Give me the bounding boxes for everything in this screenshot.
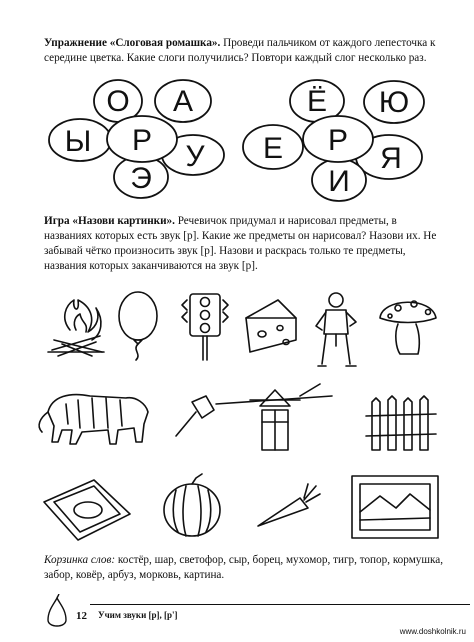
watermelon-picture bbox=[164, 474, 220, 536]
carrot-picture bbox=[258, 484, 320, 526]
tiger-picture bbox=[39, 395, 148, 444]
word-basket-label: Корзинка слов: bbox=[44, 554, 116, 566]
game-instructions bbox=[44, 214, 444, 274]
flower1-petal-letter: У bbox=[185, 140, 205, 173]
flower2-petal-letter: Е bbox=[262, 132, 284, 165]
game-title: Игра «Назови картинки». bbox=[44, 215, 175, 227]
traffic-light-picture bbox=[182, 294, 228, 360]
page-number: 12 bbox=[76, 610, 87, 622]
carpet-picture bbox=[44, 480, 130, 540]
flower2-petal-letter: Ё bbox=[306, 85, 328, 118]
flower1-petal-letter: Э bbox=[130, 162, 152, 195]
exercise-instructions bbox=[44, 36, 444, 66]
fence-picture bbox=[366, 396, 436, 450]
flower2-petal-letter: И bbox=[328, 165, 350, 198]
flower1-center-letter: Р bbox=[131, 124, 153, 157]
flower1-petal-letter: А bbox=[172, 85, 194, 118]
game-text: Речевичок придумал и нарисовал предметы, в названиях которых есть звук [р]. Какие же предметы он нарисовал? Назови их. Не забывай чётко произносить звук [р]. Назови и раскрась только те предметы, названия которых заканчиваются на звук [р]. bbox=[44, 215, 437, 272]
pear-icon bbox=[42, 594, 72, 634]
flower2-petal-letter: Я bbox=[380, 142, 402, 175]
campfire-picture bbox=[48, 300, 104, 356]
cheese-picture bbox=[246, 300, 296, 352]
flower2-petal-letter: Ю bbox=[378, 86, 410, 119]
painting-picture bbox=[352, 476, 438, 538]
wrestler-picture bbox=[316, 293, 356, 366]
syllable-flowers bbox=[0, 78, 474, 208]
watermark: www.doshkolnik.ru bbox=[399, 627, 466, 636]
footer-rule bbox=[90, 604, 470, 605]
flower1-petal-letter: Ы bbox=[64, 125, 92, 158]
axe-picture bbox=[176, 396, 214, 436]
bird-feeder-picture bbox=[216, 384, 332, 450]
footer-title: Учим звуки [р], [р'] bbox=[98, 610, 178, 620]
toadstool-picture bbox=[380, 301, 436, 354]
word-basket bbox=[44, 553, 444, 583]
flower2-center-letter: Р bbox=[327, 124, 349, 157]
balloon-picture bbox=[119, 292, 157, 360]
exercise-text: Проведи пальчиком от каждого лепесточка к середине цветка. Какие слоги получились? Повтори каждый слог несколько раз. bbox=[44, 37, 436, 64]
flower1-petal-letter: О bbox=[106, 85, 130, 118]
word-basket-text: костёр, шар, светофор, сыр, борец, мухомор, тигр, топор, кормушка, забор, ковёр, арбуз, морковь, картина. bbox=[44, 554, 444, 581]
exercise-title: Упражнение «Слоговая ромашка». bbox=[44, 37, 221, 49]
